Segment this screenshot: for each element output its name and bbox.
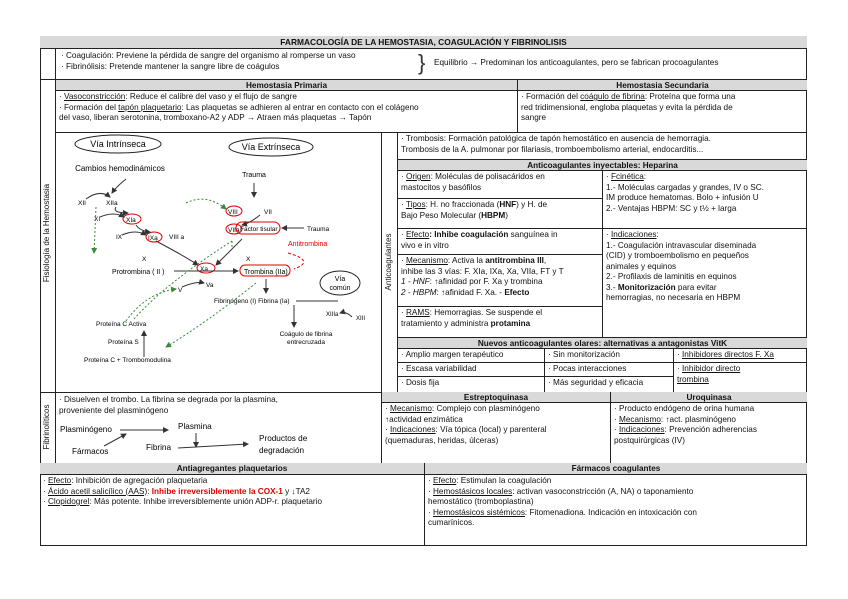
- hemostasicos-sistemicos-label: Hemostásicos sistémicos: [433, 507, 525, 517]
- factor-ixa: IXa: [148, 235, 158, 242]
- orales-col2: [545, 349, 674, 392]
- fibrinolisis-flow: [56, 392, 382, 463]
- indicacion-4: 2.- Profilaxis de laminitis en equinos: [606, 272, 737, 281]
- heparina-left: [398, 171, 603, 337]
- intro-text: · Coagulación: Previene la pérdida de sangre del organismo al romperse un vaso · Fibrinólisis: Pretende mantener la sangre libre de coágulos: [61, 51, 356, 71]
- indicacion-3: animales y equinos: [606, 261, 677, 271]
- tapon-text1: : Las plaquetas se adhieren al entrar en contacto con el colágeno: [181, 102, 419, 112]
- orales-col1: [398, 349, 545, 392]
- antiagregantes-header: Antiagregantes plaquetarios: [40, 463, 425, 475]
- cambios-text: Cambios hemodinámicos: [75, 164, 165, 173]
- antitrombina-text: Antitrombina: [288, 241, 328, 248]
- estrepto-mec-text2: ↑actividad enzimática: [385, 414, 463, 424]
- mecanismo-text: : Activa la: [447, 256, 486, 265]
- origen-block: · Origen: Moléculas de polisacáridos en mastocitos y basófilos: [398, 171, 603, 199]
- indicacion-5a: 3.-: [606, 282, 618, 292]
- fcinetica-1: 1.- Moléculas cargadas y grandes, IV o SC.: [606, 182, 764, 192]
- estreptoquinasa-header: Estreptoquinasa: [382, 392, 611, 403]
- coagulantes-header: Fármacos coagulantes: [425, 463, 807, 475]
- orales-c1-0-text: Amplio margen terapéutico: [405, 350, 504, 359]
- uroquinasa-mec-text: : ↑act. plasminógeno: [660, 414, 736, 424]
- mec-2-efecto: Efecto: [504, 287, 530, 297]
- orales-c1-0: · Amplio margen terapéutico: [398, 349, 545, 363]
- equilibrio-text: Equilibrio → Predominan los anticoagulantes, pero se fabrican procoagulantes: [434, 58, 719, 67]
- trombina: Trombina (IIa): [244, 269, 288, 276]
- protamina: protamina: [490, 318, 531, 328]
- fibrinolisis-text: : Pretende mantener la sangre libre de coágulos: [104, 61, 280, 71]
- orales-col3: [674, 349, 807, 392]
- hnf: HNF: [499, 200, 517, 209]
- coagulacion-label: Coagulación: [66, 51, 112, 60]
- indicacion-2: (CID) y tromboembolismo en pequeños: [606, 251, 749, 260]
- fibrinogeno: Fibrinógeno (I) Fibrina (Ia): [214, 298, 290, 305]
- fcinetica-label: Fcinética: [611, 172, 644, 181]
- uroquinasa-ind-label: Indicaciones: [619, 425, 665, 434]
- tapon-label: tapón plaquetario: [118, 102, 182, 112]
- productos-1: Productos de: [259, 434, 308, 443]
- cascade-svg: [56, 133, 382, 392]
- factor-xiiia: XIIIa: [326, 312, 339, 318]
- intro-row: [40, 49, 807, 80]
- hemostasicos-sistemicos-text2: cumarínicos.: [428, 518, 475, 527]
- secundaria-pre: Formación del: [526, 92, 581, 101]
- trombina-label: trombina: [677, 374, 709, 384]
- fcinetica-colon: :: [643, 172, 647, 181]
- secundaria-header: Hemostasia Secundaria: [518, 80, 807, 91]
- fibrinoliticos-line1: Disuelven el trombo. La fibrina se degrada por la plasmina,: [64, 395, 278, 404]
- via-extrinseca-text: Vía Extrínseca: [241, 142, 301, 152]
- orales-c1-2-text: Dosis fija: [406, 378, 440, 387]
- factor-va: Va: [206, 282, 214, 289]
- efecto-text3: vivo e in vitro: [401, 240, 449, 250]
- orales-c2-2-text: Más seguridad y eficacia: [553, 378, 644, 387]
- uroquinasa-ind-text2: postquirúrgicas (IV): [614, 435, 685, 445]
- coagulacion-text: : Previene la pérdida de sangre del organismo al romperse un vaso: [111, 51, 356, 60]
- fibrinoliticos-line2: proveniente del plasminógeno: [59, 405, 169, 415]
- heparina-header: Anticoagulantes inyectables: Heparina: [398, 160, 807, 171]
- orales-c3-0: · Inhibidores directos F. Xa: [674, 349, 807, 363]
- indicacion-6: hemorragias, no necesaria en HBPM: [606, 293, 741, 302]
- aas-cox1: Inhibe irreversiblemente la COX-1: [151, 486, 283, 496]
- fibrinoliticos-text: · Disuelven el trombo. La fibrina se degrada por la plasmina, proveniente del plasminógeno: [56, 394, 382, 417]
- mecanismo-text2: ,: [543, 256, 547, 265]
- coagulo-fibrina-label: coágulo de fibrina: [580, 92, 645, 101]
- clopidogrel-text: : Más potente. Inhibe irreversiblemente unión ADP-r. plaquetario: [89, 497, 323, 506]
- anticoag-side-label: Anticoagulantes: [384, 233, 393, 291]
- efecto-block: · Efecto: Inhibe coagulación sanguínea in vivo e in vitro: [398, 229, 603, 255]
- factor-xiia: XIIa: [106, 200, 118, 207]
- clopidogrel-label: Clopidogrel: [48, 497, 90, 506]
- orales-c2-2: · Más seguridad y eficacia: [548, 378, 644, 387]
- coagulo-1: Coágulo de fibrina: [279, 331, 333, 338]
- rams-label: RAMS: [406, 308, 430, 317]
- inhibidores-xa: Inhibidores directos F. Xa: [682, 350, 774, 359]
- factor-viii: VIII: [228, 209, 238, 216]
- fisiologia-side-label: Fisiología de la Hemostasia: [42, 183, 51, 283]
- orales-c2-0: · Sin monitorización: [545, 349, 674, 363]
- proteina-s: Proteína S: [108, 339, 139, 346]
- orales-c2-1: · Pocas interacciones: [545, 363, 674, 377]
- page-title: FARMACOLOGÍA DE LA HEMOSTASIA, COAGULACIÓN Y FIBRINOLISIS: [40, 36, 807, 49]
- mec-1-label: 1 - HNF: [401, 277, 430, 286]
- coag-efecto-text: : Estimulan la coagulación: [456, 476, 552, 485]
- productos-2: degradación: [259, 446, 305, 455]
- factor-vii: VII: [264, 209, 272, 216]
- proteina-c-trombomodulina: Proteína C + Trombomodulina: [84, 357, 171, 364]
- origen-label: Origen: [406, 172, 431, 181]
- factor-viia: VIIa: [228, 227, 240, 234]
- antiagreg-efecto-text: : Inhibición de agregación plaquetaria: [71, 476, 208, 485]
- plasmina: Plasmina: [178, 422, 212, 431]
- heparina-right: [603, 171, 807, 337]
- secundaria-body: · Formación del coágulo de fibrina: Proteína que forma una red tridimensional, engloba plaquetas y evita la pérdida de sangre: [518, 91, 807, 133]
- trombosis-def: · Trombosis: Formación patológica de tapón hemostático en ausencia de hemorragia. Trombosis de la A. pulmonar por filariasis, tromboembolismo arterial, endocarditis...: [398, 133, 807, 160]
- fcinetica-block: · Fcinética: 1.- Moléculas cargadas y grandes, IV o SC. IM produce hematomas. Bolo + infusión U 2.- Ventajas HBPM: SC y t½ + larga: [603, 171, 807, 229]
- factor-xiii: XIII: [356, 316, 366, 322]
- hbpm: HBPM: [481, 210, 506, 220]
- secundaria-text3: sangre: [521, 113, 547, 122]
- mecanismo-block: · Mecanismo: Activa la antitrombina III, inhibe las 3 vías: F. XIa, IXa, Xa, VIIa, FT y T 1 - HNF: ↑afinidad por F. Xa y trombina 2 - HBPM: ↑afinidad F. Xa. - Efecto: [398, 255, 603, 307]
- mec-1-text: : ↑afinidad por F. Xa y trombina: [429, 277, 543, 286]
- indicaciones-colon: :: [656, 230, 659, 239]
- orales-c2-0-text: Sin monitorización: [553, 350, 620, 359]
- proteina-c-activa: Proteína C Activa: [96, 321, 147, 328]
- via-intrinseca-text: Vía Intrínseca: [90, 139, 146, 149]
- fcinetica-3: 2.- Ventajas HBPM: SC y t½ + larga: [606, 203, 737, 213]
- hemostasicos-sistemicos-text: : Fitomenadiona. Indicación en intoxicación con: [524, 507, 697, 517]
- coagulantes-body: · Efecto: Estimulan la coagulación · Hemostásicos locales: activan vasoconstricción (A, NA) o taponamiento hemostático (tromboplastina) · Hemostásicos sistémicos: Fitomenadiona. Indicación en intoxicación con cumarínicos.: [425, 475, 807, 546]
- tipos-text4: ): [505, 210, 508, 220]
- orales-header: Nuevos anticoagulantes olares: alternativas a antagonistas VitK: [398, 337, 807, 349]
- trombosis-line1: Trombosis: Formación patológica de tapón hemostático en ausencia de hemorragia.: [405, 134, 711, 143]
- primaria-header: Hemostasia Primaria: [56, 80, 518, 91]
- orales-c3-1: · Inhibidor directo trombina: [674, 363, 807, 391]
- vasoconstriccion-label: Vasoconstricción: [64, 92, 126, 101]
- tapon-text2: del vaso, liberan serotonina, tromboxano-A2 y ADP → Atraen más plaquetas → Tapón: [59, 113, 372, 122]
- trombosis-line2: Trombosis de la A. pulmonar por filariasis, tromboembolismo arterial, endocarditis...: [401, 144, 704, 154]
- antiagreg-efecto-label: Efecto: [48, 476, 72, 485]
- indicacion-5c: para evitar: [675, 282, 717, 292]
- factor-ix: IX: [116, 234, 123, 241]
- fibrinoliticos-side-label: Fibrinolíticos: [42, 404, 51, 450]
- brace: }: [418, 50, 426, 75]
- factor-xa: Xa: [200, 266, 208, 273]
- factor-xi: XI: [94, 216, 101, 223]
- vasoconstriccion-text: : Reduce el calibre del vaso y el flujo de sangre: [125, 92, 297, 101]
- aas-colon: :: [147, 486, 152, 496]
- tipos-text: : H. no fraccionada (: [425, 200, 500, 209]
- plasminogeno: Plasminógeno: [60, 425, 112, 434]
- indicacion-1: 1.- Coagulación intravascular diseminada: [606, 240, 757, 250]
- secundaria-text2: red tridimensional, engloba plaquetas y evita la pérdida de: [521, 102, 733, 112]
- mecanismo-text3: inhibe las 3 vías: F. XIa, IXa, Xa, VIIa, FT y T: [401, 266, 564, 276]
- antitrombina-iii: antitrombina III: [485, 256, 544, 265]
- indicaciones-block: · Indicaciones: 1.- Coagulación intravascular diseminada (CID) y tromboembolismo en pequeños animales y equinos 2.- Profilaxis de laminitis en equinos 3.- Monitorización para evitar hemorragias, no necesaria en HBPM: [603, 229, 807, 337]
- orales-c1-2: · Dosis fija: [401, 378, 440, 387]
- tipos-label: Tipos: [405, 200, 426, 209]
- hemostasicos-locales-label: Hemostásicos locales: [433, 486, 513, 496]
- coag-efecto-label: Efecto: [433, 476, 457, 485]
- estreptoquinasa-body: · Mecanismo: Complejo con plasminógeno ↑actividad enzimática · Indicaciones: Vía tópica (local) y parenteral (quemaduras, heridas, úlceras): [382, 403, 611, 463]
- trauma-2: Trauma: [307, 226, 330, 233]
- efecto-text2: sanguínea in: [508, 230, 558, 239]
- indicaciones-label: Indicaciones: [611, 230, 657, 239]
- efecto-label: Efecto: [406, 230, 430, 239]
- tipos-block: · Tipos: H. no fraccionada (HNF) y H. de Bajo Peso Molecular (HBPM): [398, 199, 603, 229]
- tipos-text2: ) y H. de: [516, 200, 548, 209]
- cascade-diagram: [56, 133, 382, 392]
- aas-label: Ácido acetil salicílico (AAS): [48, 486, 148, 496]
- fibrinolisis-label: Fibrinólisis: [66, 61, 105, 71]
- uroquinasa-header: Uroquinasa: [611, 392, 807, 403]
- fibrina: Fibrina: [146, 443, 172, 452]
- coagulo-2: entrecruzada: [287, 339, 325, 346]
- tapon-pre: Formación del: [64, 102, 119, 112]
- factor-xia: XIa: [126, 217, 136, 224]
- efecto-text: : Inhibe coagulación: [429, 230, 509, 239]
- orales-c1-1-text: Escasa variabilidad: [406, 364, 477, 373]
- factor-viiia: VIII a: [169, 234, 185, 241]
- mec-2-text: : ↑afinidad F. Xa. -: [436, 287, 505, 297]
- aas-tail: y ↓TA2: [282, 486, 310, 496]
- via-comun-1: Vía: [334, 276, 346, 283]
- factor-tisular: Factor tisular: [240, 226, 278, 233]
- factor-v: V: [178, 287, 183, 294]
- uroquinasa-ind-text: : Prevención adherencias: [664, 425, 757, 434]
- via-comun-2: común: [329, 285, 351, 292]
- rams-text2: tratamiento y administra: [401, 318, 491, 328]
- secundaria-text1: : Proteína que forma una: [644, 92, 736, 101]
- rams-text: : Hemorragias. Se suspende el: [429, 308, 543, 317]
- trauma-text: Trauma: [242, 172, 266, 179]
- uroquinasa-mec-label: Mecanismo: [619, 414, 661, 424]
- origen-text: : Moléculas de polisacáridos en: [430, 172, 545, 181]
- estrepto-ind-label: Indicaciones: [390, 425, 436, 434]
- farmacos: Fármacos: [72, 447, 109, 456]
- orales-c1-1: · Escasa variabilidad: [398, 363, 545, 377]
- hemostasicos-locales-text: : activan vasoconstricción (A, NA) o taponamiento: [512, 486, 694, 496]
- monitorizacion: Monitorización: [617, 282, 676, 292]
- fcinetica-2: IM produce hematomas. Bolo + infusión U: [606, 193, 759, 202]
- mec-2-label: 2 - HBPM: [401, 287, 437, 297]
- estrepto-mec-text: : Complejo con plasminógeno: [431, 404, 540, 413]
- estrepto-ind-text: : Vía tópica (local) y parenteral: [435, 425, 547, 434]
- rams-block: · RAMS: Hemorragias. Se suspende el tratamiento y administra protamina: [401, 308, 543, 328]
- tipos-text3: Bajo Peso Molecular (: [401, 210, 482, 220]
- fibrinoliticos-body: [56, 392, 382, 463]
- inhibidor-directo: Inhibidor directo: [682, 364, 741, 373]
- primaria-body: · Vasoconstricción: Reduce el calibre del vaso y el flujo de sangre · Formación del tapón plaquetario: Las plaquetas se adhieren al entrar en contacto con el colágeno del vaso, liberan serotonina, tromboxano-A2 y ADP → Atraen más plaquetas → Tapón: [56, 91, 518, 133]
- estrepto-ind-text2: (quemaduras, heridas, úlceras): [385, 435, 499, 445]
- protrombina: Protrombina ( II ): [112, 269, 165, 276]
- estrepto-mec-label: Mecanismo: [390, 404, 432, 413]
- factor-x-left: X: [142, 256, 147, 263]
- uroquinasa-line1: Producto endógeno de orina humana: [619, 404, 755, 413]
- origen-text2: mastocitos y basófilos: [401, 182, 482, 192]
- antiagregantes-body: · Efecto: Inhibición de agregación plaquetaria · Ácido acetil salicílico (AAS): Inhibe irreversiblemente la COX-1 y ↓TA2 · Clopidogrel: Más potente. Inhibe irreversiblemente unión ADP-r. plaquetario: [40, 475, 425, 546]
- uroquinasa-body: · Producto endógeno de orina humana · Mecanismo: ↑act. plasminógeno · Indicaciones: Prevención adherencias postquirúrgicas (IV): [611, 403, 807, 463]
- mecanismo-label: Mecanismo: [406, 256, 448, 265]
- hemostasicos-locales-text2: hemostático (tromboplastina): [428, 497, 534, 506]
- factor-x-right: X: [246, 256, 251, 263]
- factor-xii: XII: [78, 200, 86, 207]
- orales-c2-1-text: Pocas interacciones: [553, 364, 627, 373]
